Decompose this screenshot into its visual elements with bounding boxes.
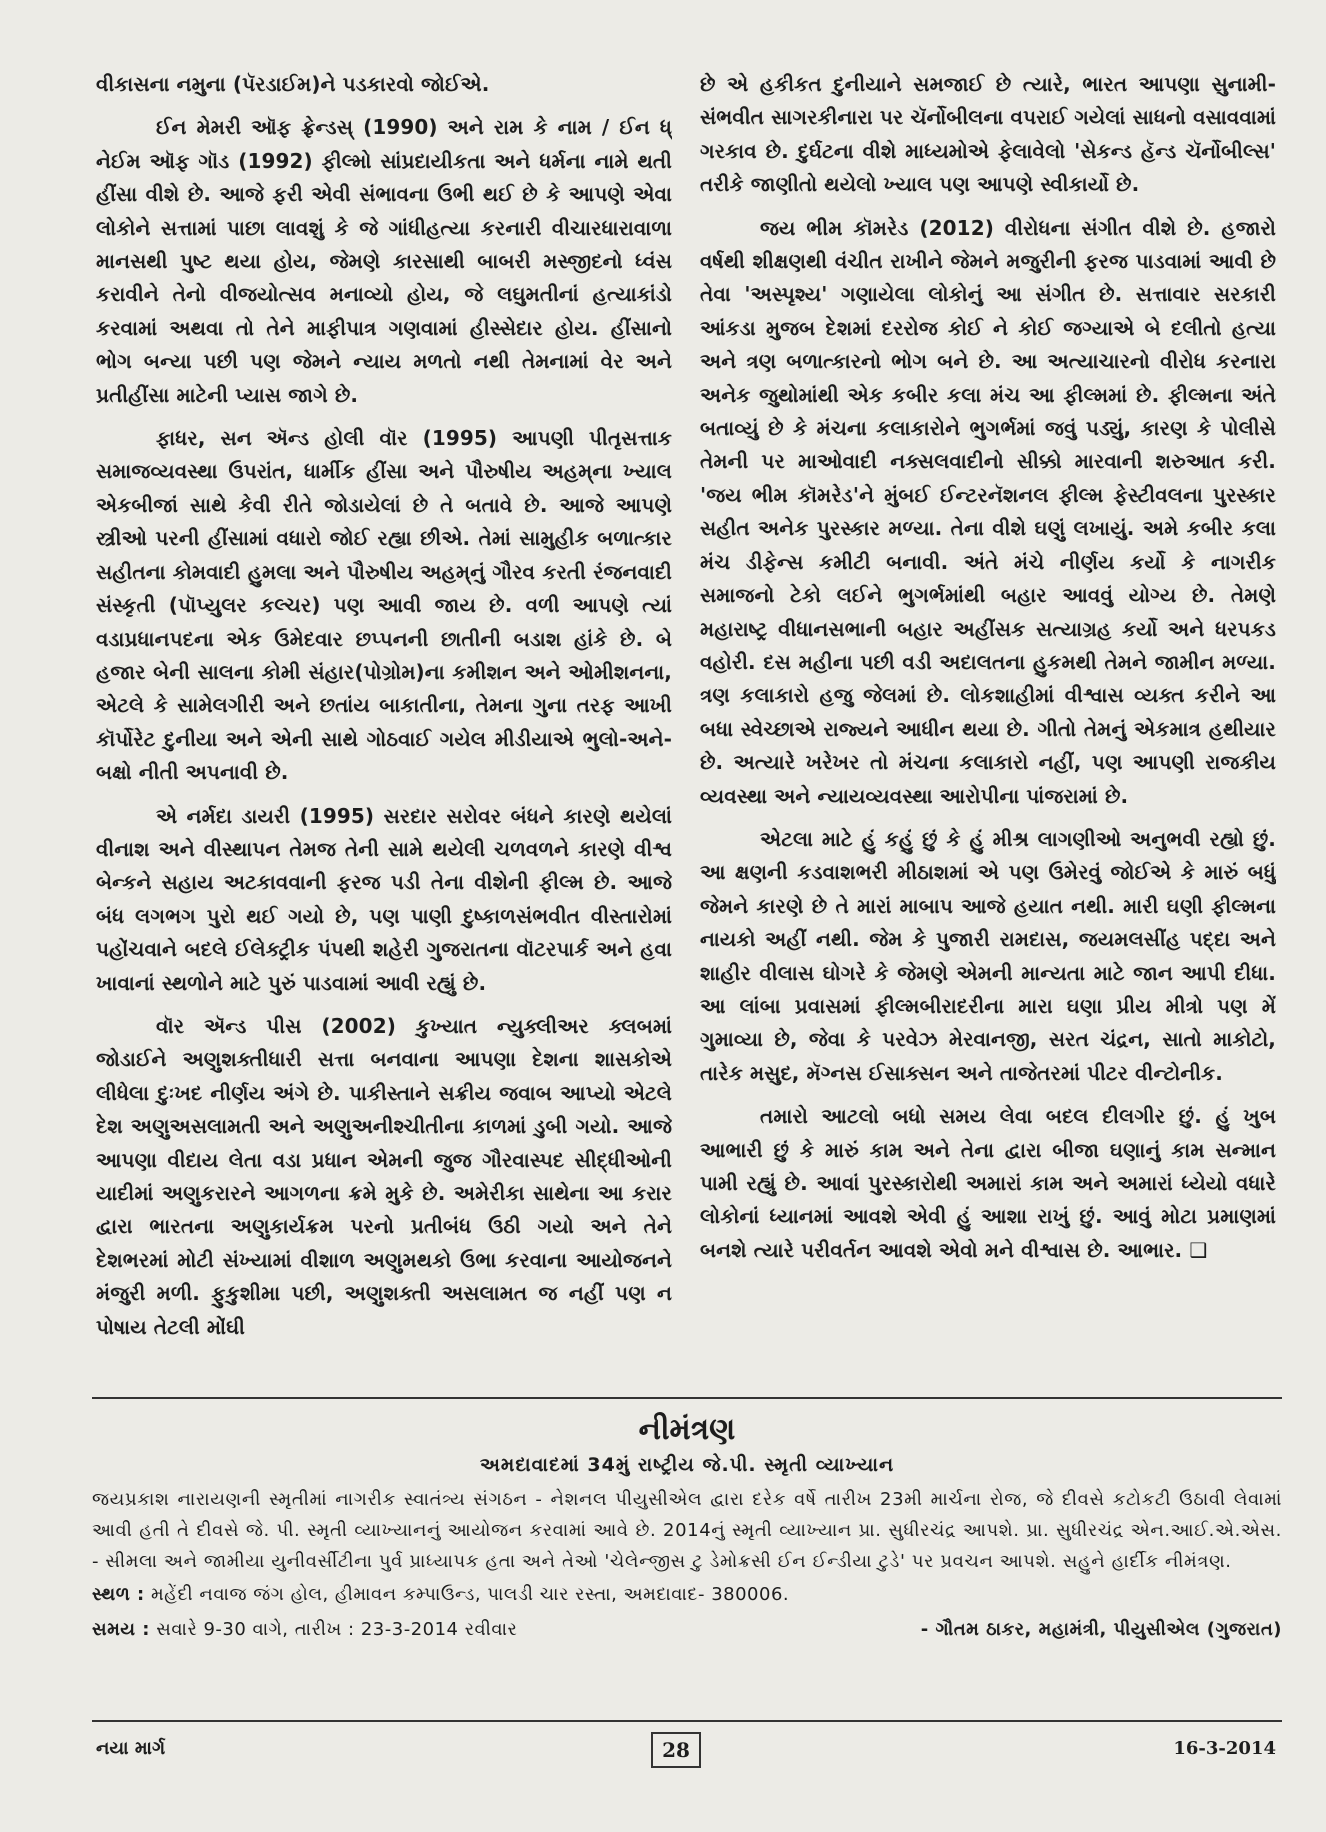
closing-paragraph-text: તમારો આટલો બધો સમય લેવા બદલ દીલગીર છું. હું ખુબ આભારી છું કે મારું કામ અને તેના દ્વારા બીજા ઘણાનું કામ સન્માન પામી રહ્યું છે. આવાં પુરસ્કારોથી અમારાં કામ અને અમારાં ધ્યેયો વધારે લોકોનાં ધ્યાનમાં આવશે એવી હું આશા રાખું છું. આવું મોટા પ્રમાણમાં બનશે ત્યારે પરીવર્તન આવશે એવો મને વીશ્વાસ છે. આભાર. <box>700 1104 1276 1262</box>
issue-date: 16-3-2014 <box>1173 1738 1276 1759</box>
venue-text: મહેંદી નવાજ જંગ હોલ, હીમાવન કમ્પાઉન્ડ, પાલડી ચાર રસ્તા, અમદાવાદ- 380006. <box>150 1584 790 1605</box>
invitation-subtitle: અમદાવાદમાં 34મું રાષ્ટ્રીય જે.પી. સ્મૃતી વ્યાખ્યાન <box>479 1454 895 1476</box>
right-column <box>700 68 1276 1378</box>
invitation-time <box>92 1614 517 1645</box>
paragraph-right-1: છે એ હકીકત દુનીયાને સમજાઈ છે ત્યારે, ભારત આપણા સુનામી-સંભવીત સાગરકીનારા પર ચૅર્નોબીલના વપરાઈ ગયેલાં સાધનો વસાવવામાં ગરકાવ છે. દુર્ઘટના વીશે માધ્યમોએ ફેલાવેલો 'સેકન્ડ હૅન્ડ ચૅર્નોબીલ્સ' તરીકે જાણીતો થયેલો ખ્યાલ પણ આપણે સ્વીકાર્યો છે. <box>700 72 1276 197</box>
paragraph-left-3: ફાધર, સન ઍન્ડ હોલી વૉર (1995) આપણી પીતૃસત્તાક સમાજવ્યવસ્થા ઉપરાંત, ધાર્મીક હીંસા અને પૌરુષીય અહમ્‌ના ખ્યાલ એકબીજાં સાથે કેવી રીતે જોડાયેલાં છે તે બતાવે છે. આજે આપણે સ્ત્રીઓ પરની હીંસામાં વધારો જોઈ રહ્યા છીએ. તેમાં સામુહીક બળાત્કાર સહીતના કોમવાદી હુમલા અને પૌરુષીય અહમ્‌નું ગૌરવ કરતી રંજનવાદી સંસ્કૃતી (પૉપ્યુલર કલ્ચર) પણ આવી જાય છે. વળી આપણે ત્યાં વડાપ્રધાનપદના એક ઉમેદવાર છપ્પનની છાતીની બડાશ હાંકે છે. બે હજાર બેની સાલના કોમી સંહાર(પોગ્રોમ)ના કમીશન અને ઓમીશનના, એટલે કે સામેલગીરી અને છતાંય બાકાતીના, તેમના ગુના તરફ આખી કૉર્પોરેટ દુનીયા અને એની સાથે ગોઠવાઈ ગયેલ મીડીયાએ ભુલો-અને-બક્ષો નીતી અપનાવી છે. <box>96 426 672 785</box>
end-mark-icon: ❑ <box>1189 1237 1208 1262</box>
paragraph-left-1: વીકાસના નમુના (પૅરડાઈમ)ને પડકારવો જોઈએ. <box>96 72 490 96</box>
page-number: 28 <box>651 1732 701 1768</box>
invitation-title: નીમંત્રણ <box>638 1412 736 1447</box>
paragraph-right-3: એટલા માટે હું કહું છું કે હું મીશ્ર લાગણીઓ અનુભવી રહ્યો છું. આ ક્ષણની કડવાશભરી મીઠાશમાં એ પણ ઉમેરવું જોઈએ કે મારું બધું જેમને કારણે છે તે મારાં માબાપ આજે હયાત નથી. મારી ઘણી ફીલ્મના નાયકો અહીં નથી. જેમ કે પુજારી રામદાસ, જયમલસીંહ પદ્દા અને શાહીર વીલાસ ઘોગરે કે જેમણે એમની માન્યતા માટે જાન આપી દીધા. આ લાંબા પ્રવાસમાં ફીલ્મબીરાદરીના મારા ઘણા પ્રીય મીત્રો પણ મેં ગુમાવ્યા છે, જેવા કે પરવેઝ મેરવાનજી, સરત ચંદ્રન, સાતો માકોટો, તારેક મસુદ, મૅગ્નસ ઈસાક્સન અને તાજેતરમાં પીટર વીન્ટોનીક. <box>700 826 1276 1085</box>
paragraph-right-4 <box>700 1100 1276 1267</box>
paragraph-left-2: ઈન મેમરી ઑફ ફ્રેન્ડસ્ (1990) અને રામ કે નામ / ઈન ધ્ નેઈમ ઑફ ગૉડ (1992) ફીલ્મો સાંપ્રદાયીકતા અને ધર્મના નામે થતી હીંસા વીશે છે. આજે ફરી એવી સંભાવના ઉભી થઈ છે કે આપણે એવા લોકોને સત્તામાં પાછા લાવશું કે જે ગાંધીહત્યા કરનારી વીચારધારાવાળા માનસથી પુષ્ટ થયા હોય, જેમણે કારસાથી બાબરી મસ્જીદનો ધ્વંસ કરાવીને તેનો વીજયોત્સવ મનાવ્યો હોય, જે લઘુમતીનાં હત્યાકાંડો કરવામાં અથવા તો તેને માફીપાત્ર ગણવામાં હીસ્સેદાર હોય. હીંસાનો ભોગ બન્યા પછી પણ જેમને ન્યાય મળતો નથી તેમનામાં વેર અને પ્રતીહીંસા માટેની પ્યાસ જાગે છે. <box>96 115 672 407</box>
left-column <box>96 68 672 1378</box>
invitation-body: જયપ્રકાશ નારાયણની સ્મૃતીમાં નાગરીક સ્વાતંત્ર્ય સંગઠન - નેશનલ પીયુસીએલ દ્વારા દરેક વર્ષે તારીખ 23મી માર્ચના રોજ, જે દીવસે કટોકટી ઉઠાવી લેવામાં આવી હતી તે દીવસે જે. પી. સ્મૃતી વ્યાખ્યાનનું આયોજન કરવામાં આવે છે. 2014નું સ્મૃતી વ્યાખ્યાન પ્રા. સુધીરચંદ્ર આપશે. પ્રા. સુધીરચંદ્ર એન.આઈ.એ.એસ. - સીમલા અને જામીયા યુનીવર્સીટીના પુર્વ પ્રાધ્યાપક હતા અને તેઓ 'ચેલેન્જીસ ટુ ડેમોક્રસી ઈન ઈન્ડીયા ટુડે' પર પ્રવચન આપશે. સહુને હાર્દીક નીમંત્રણ. <box>92 1489 1282 1572</box>
invitation-signature: - ગૌતમ ઠાકર, મહામંત્રી, પીયુસીએલ (ગુજરાત) <box>920 1619 1282 1640</box>
time-label: સમય : <box>92 1619 150 1640</box>
paragraph-right-2: જય ભીમ કૉમરેડ (2012) વીરોધના સંગીત વીશે છે. હજારો વર્ષથી શીક્ષણથી વંચીત રાખીને જેમને મજુરીની ફરજ પાડવામાં આવી છે તેવા 'અસ્પૃશ્ય' ગણાયેલા લોકોનું આ સંગીત છે. સત્તાવાર સરકારી આંકડા મુજબ દેશમાં દરરોજ કોઈ ને કોઈ જગ્યાએ બે દલીતો હત્યા અને ત્રણ બળાત્કારનો ભોગ બને છે. આ અત્યાચારનો વીરોધ કરનારા અનેક જુથોમાંથી એક કબીર કલા મંચ આ ફીલ્મમાં છે. ફીલ્મના અંતે બતાવ્યું છે કે મંચના કલાકારોને ભુગર્ભમાં જવું પડ્યું, કારણ કે પોલીસે તેમની પર માઓવાદી નક્સલવાદીનો સીક્કો મારવાની શરુઆત કરી. 'જય ભીમ કૉમરેડ'ને મુંબઈ ઈન્ટરનૅશનલ ફીલ્મ ફેસ્ટીવલના પુરસ્કાર સહીત અનેક પુરસ્કાર મળ્યા. તેના વીશે ઘણું લખાયું. અમે કબીર કલા મંચ ડીફેન્સ કમીટી બનાવી. અંતે મંચે નીર્ણય કર્યો કે નાગરીક સમાજનો ટેકો લઈને ભુગર્ભમાંથી બહાર આવવું યોગ્ય છે. તેમણે મહારાષ્ટ્ર વીધાનસભાની બહાર અહીંસક સત્યાગ્રહ કર્યો અને ધરપકડ વહોરી. દસ મહીના પછી વડી અદાલતના હુકમથી તેમને જામીન મળ્યા. ત્રણ કલાકારો હજુ જેલમાં છે. લોકશાહીમાં વીશ્વાસ વ્યક્ત કરીને આ બધા સ્વેચ્છાએ રાજ્યને આધીન થયા છે. ગીતો તેમનું એકમાત્ર હથીયાર છે. અત્યારે ખરેખર તો મંચના કલાકારો નહીં, પણ આપણી રાજકીય વ્યવસ્થા અને ન્યાયવ્યવસ્થા આરોપીના પાંજરામાં છે. <box>700 215 1276 808</box>
section-divider-top <box>92 1397 1282 1399</box>
venue-label: સ્થળ : <box>92 1584 145 1605</box>
time-text: સવારે 9-30 વાગે, તારીખ : 23-3-2014 રવીવાર <box>156 1619 518 1640</box>
paragraph-left-4: એ નર્મદા ડાયરી (1995) સરદાર સરોવર બંધને કારણે થયેલાં વીનાશ અને વીસ્થાપન તેમજ તેની સામે થયેલી ચળવળને કારણે વીશ્વ બેન્કને સહાય અટકાવવાની ફરજ પડી તેના વીશેની ફીલ્મ છે. આજે બંધ લગભગ પુરો થઈ ગયો છે, પણ પાણી દુષ્કાળસંભવીત વીસ્તારોમાં પહોંચવાને બદલે ઈલેક્ટ્રીક પંપથી શહેરી ગુજરાતના વૉટરપાર્ક અને હવા ખાવાનાં સ્થળોને માટે પુરું પાડવામાં આવી રહ્યું છે. <box>96 803 672 995</box>
article-columns <box>96 68 1276 1378</box>
invitation-time-row <box>92 1614 1282 1645</box>
section-divider-bottom <box>92 1720 1282 1722</box>
invitation-venue <box>92 1579 1282 1610</box>
journal-name: નયા માર્ગ <box>96 1738 166 1759</box>
invitation-box <box>92 1410 1282 1645</box>
page-footer <box>96 1728 1276 1772</box>
paragraph-left-5: વૉર ઍન્ડ પીસ (2002) કુખ્યાત ન્યુક્લીઅર ક્લબમાં જોડાઈને અણુશક્તીધારી સત્તા બનવાના આપણા દેશના શાસકોએ લીધેલા દુઃખદ નીર્ણય અંગે છે. પાકીસ્તાને સક્રીય જવાબ આપ્યો એટલે દેશ અણુઅસલામતી અને અણુઅનીશ્ચીતીના કાળમાં ડુબી ગયો. આજે આપણા વીદાય લેતા વડા પ્રધાન એમની જુજ ગૌરવાસ્પદ સીદ્ધીઓની યાદીમાં અણુકરારને આગળના ક્રમે મુકે છે. અમેરીકા સાથેના આ કરાર દ્વારા ભારતના અણુકાર્યક્રમ પરનો પ્રતીબંધ ઉઠી ગયો અને તેને દેશભરમાં મોટી સંખ્યામાં વીશાળ અણુમથકો ઉભા કરવાના આયોજનને મંજુરી મળી. ફુકુશીમા પછી, અણુશક્તી અસલામત જ નહીં પણ ન પોષાય તેટલી મોંઘી <box>96 1013 672 1339</box>
